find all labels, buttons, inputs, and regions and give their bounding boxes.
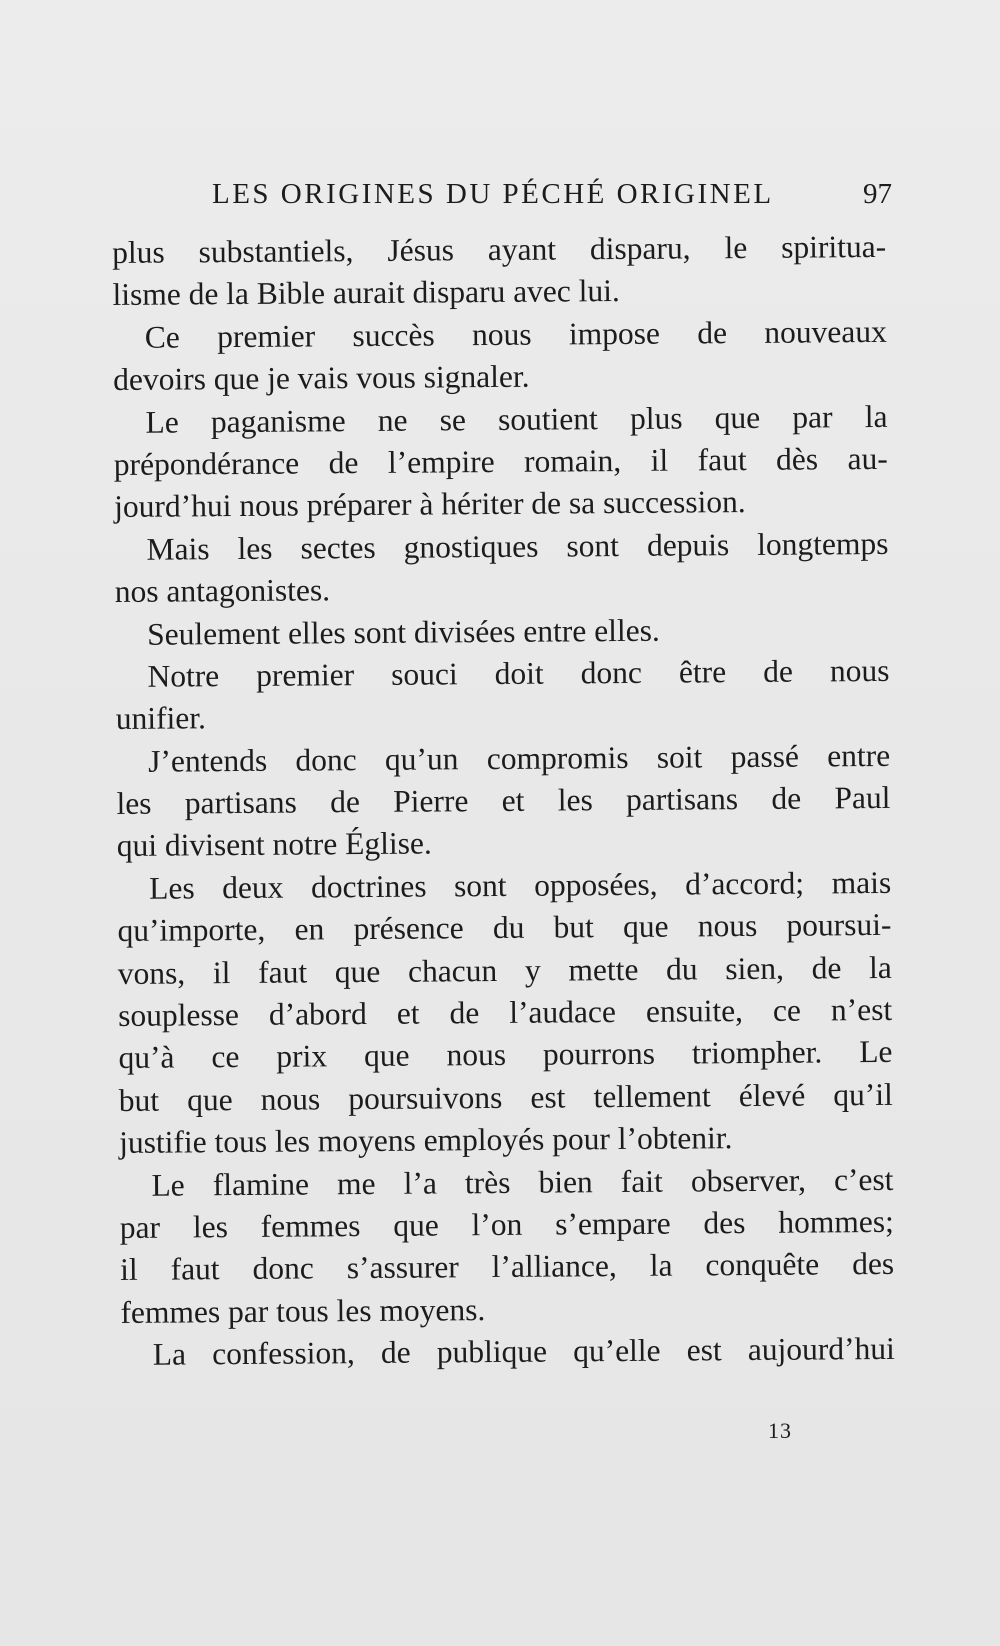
text-line: souplesse d’abord et de l’audace ensuite, ce n’est [118,991,893,1034]
text-line: nos antagonistes. [114,572,331,610]
text-line: Mais les sectes gnostiques sont depuis longtemps [146,525,889,567]
page-number: 97 [863,178,892,210]
text-line: Ce premier succès nous impose de nouveaux [144,313,887,355]
text-line: femmes par tous les moyens. [120,1291,486,1330]
text-line: J’entends donc qu’un compromis soit passé entre [148,737,891,779]
text-line: par les femmes que l’on s’empare des hommes; [119,1203,894,1245]
text-line: Le flamine me l’a très bien fait observer, c’est [151,1161,894,1203]
text-line: prépondérance de l’empire romain, il faut dès au- [113,440,888,482]
text-line: Le paganisme ne se soutient plus que par la [145,398,888,440]
text-line: vons, il faut que chacun y mette du sien, de la [117,949,892,991]
text-line: but que nous poursuivons est tellement élevé qu’il [118,1076,893,1118]
text-line: lisme de la Bible aurait disparu avec lui. [112,273,620,313]
text-line: Les deux doctrines sont opposées, d’accord; mais [149,864,892,906]
text-line: il faut donc s’assurer l’alliance, la conquête des [120,1246,895,1288]
text-line: qu’importe, en présence du but que nous poursui- [117,907,892,949]
text-line: qui divisent notre Église. [116,825,432,864]
text-line: jourd’hui nous préparer à hériter de sa succession. [114,484,746,525]
text-line: qu’à ce prix que nous pourrons triompher. Le [118,1034,893,1076]
text-line: les partisans de Pierre et les partisans de Paul [116,779,891,822]
text-line: Seulement elles sont divisées entre elles. [147,612,660,652]
running-head-title: LES ORIGINES DU PÉCHÉ ORIGINEL [212,178,774,210]
text-line: justifie tous les moyens employés pour l’obtenir. [119,1120,733,1161]
text-line: Notre premier souci doit donc être de nous [147,652,890,694]
text-line: La confession, de publique qu’elle est aujourd’hui [152,1331,895,1372]
body-text [112,226,895,1377]
text-line: unifier. [115,700,207,737]
text-line: plus substantiels, Jésus ayant disparu, le spiritua- [112,228,887,270]
signature-mark: 13 [768,1418,792,1443]
running-head [212,178,892,218]
text-line: devoirs que je vais vous signaler. [113,358,530,398]
